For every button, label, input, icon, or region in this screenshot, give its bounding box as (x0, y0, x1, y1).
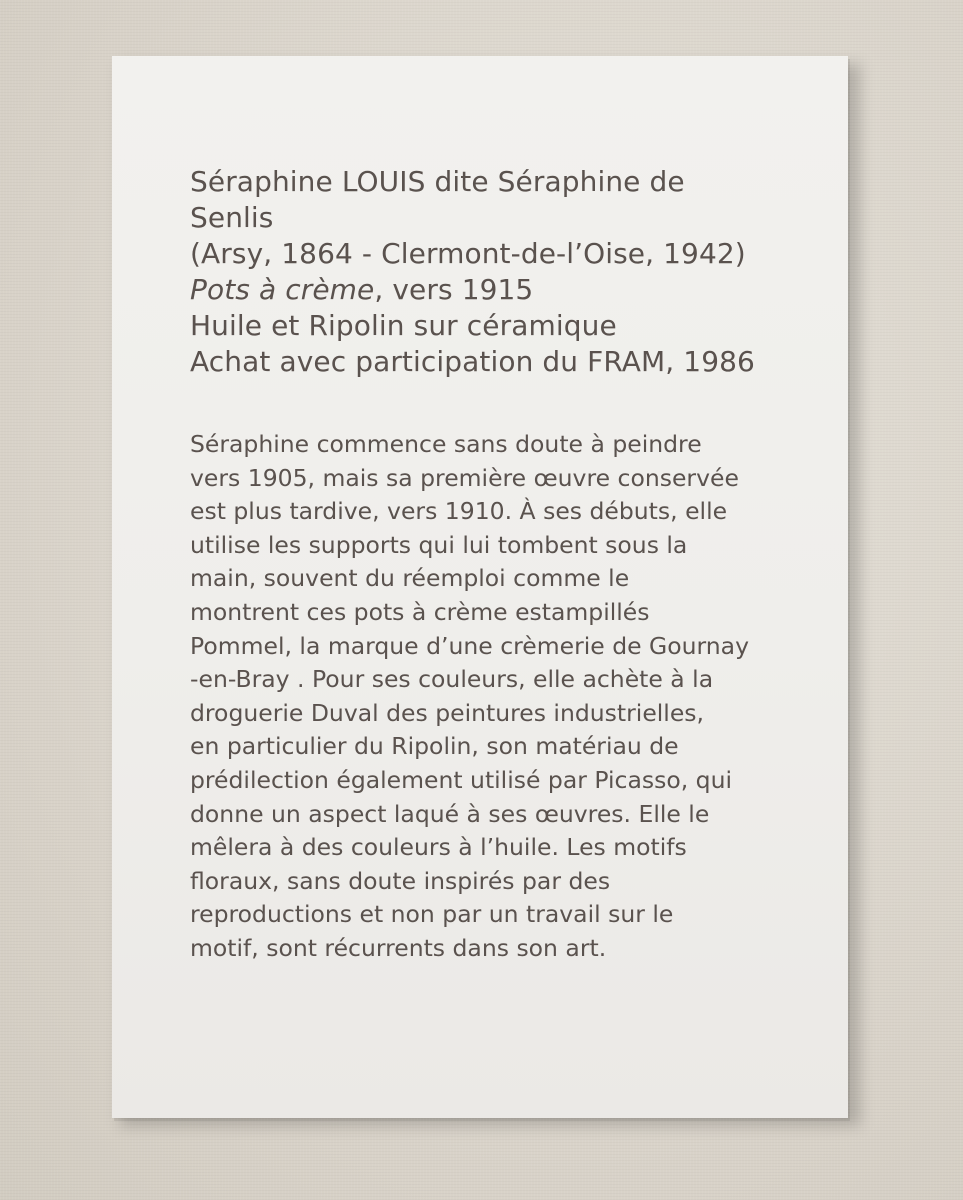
artist-life-dates: (Arsy, 1864 - Clermont-de-l’Oise, 1942) (190, 237, 746, 270)
description-line: Pommel, la marque d’une crèmerie de Gournay (190, 631, 749, 660)
description-line: main, souvent du réemploi comme le (190, 564, 630, 593)
acquisition-credit: Achat avec participation du FRAM, 1986 (190, 345, 755, 378)
description-line: utilise les supports qui lui tombent sous la (190, 530, 688, 559)
description-line: est plus tardive, vers 1910. À ses débuts, elle (190, 497, 728, 526)
description-line: droguerie Duval des peintures industrielles, (190, 698, 705, 727)
description-line: motif, sont récurrents dans son art. (190, 933, 607, 962)
artist-name-line-1: Séraphine LOUIS dite Séraphine de (190, 165, 685, 198)
description-line: -en-Bray . Pour ses couleurs, elle achète à la (190, 665, 714, 694)
artwork-medium: Huile et Ripolin sur céramique (190, 309, 617, 342)
label-text (190, 164, 810, 966)
artwork-title: Pots à crème (190, 273, 375, 306)
description-line: floraux, sans doute inspirés par des (190, 866, 611, 895)
artist-name-line-2: Senlis (190, 201, 274, 234)
description-line: montrent ces pots à crème estampillés (190, 597, 650, 626)
label-header (190, 164, 810, 380)
museum-label-panel (112, 56, 848, 1118)
description (190, 428, 810, 966)
description-line: prédilection également utilisé par Picasso, qui (190, 765, 733, 794)
description-line: reproductions et non par un travail sur le (190, 900, 674, 929)
description-line: Séraphine commence sans doute à peindre (190, 430, 702, 458)
artwork-title-line (190, 272, 810, 308)
description-line: mêlera à des couleurs à l’huile. Les motifs (190, 833, 687, 862)
description-line: donne un aspect laqué à ses œuvres. Elle le (190, 799, 710, 828)
description-line: vers 1905, mais sa première œuvre conservée (190, 463, 739, 492)
artwork-date: , vers 1915 (374, 273, 534, 306)
description-line: en particulier du Ripolin, son matériau de (190, 732, 679, 761)
